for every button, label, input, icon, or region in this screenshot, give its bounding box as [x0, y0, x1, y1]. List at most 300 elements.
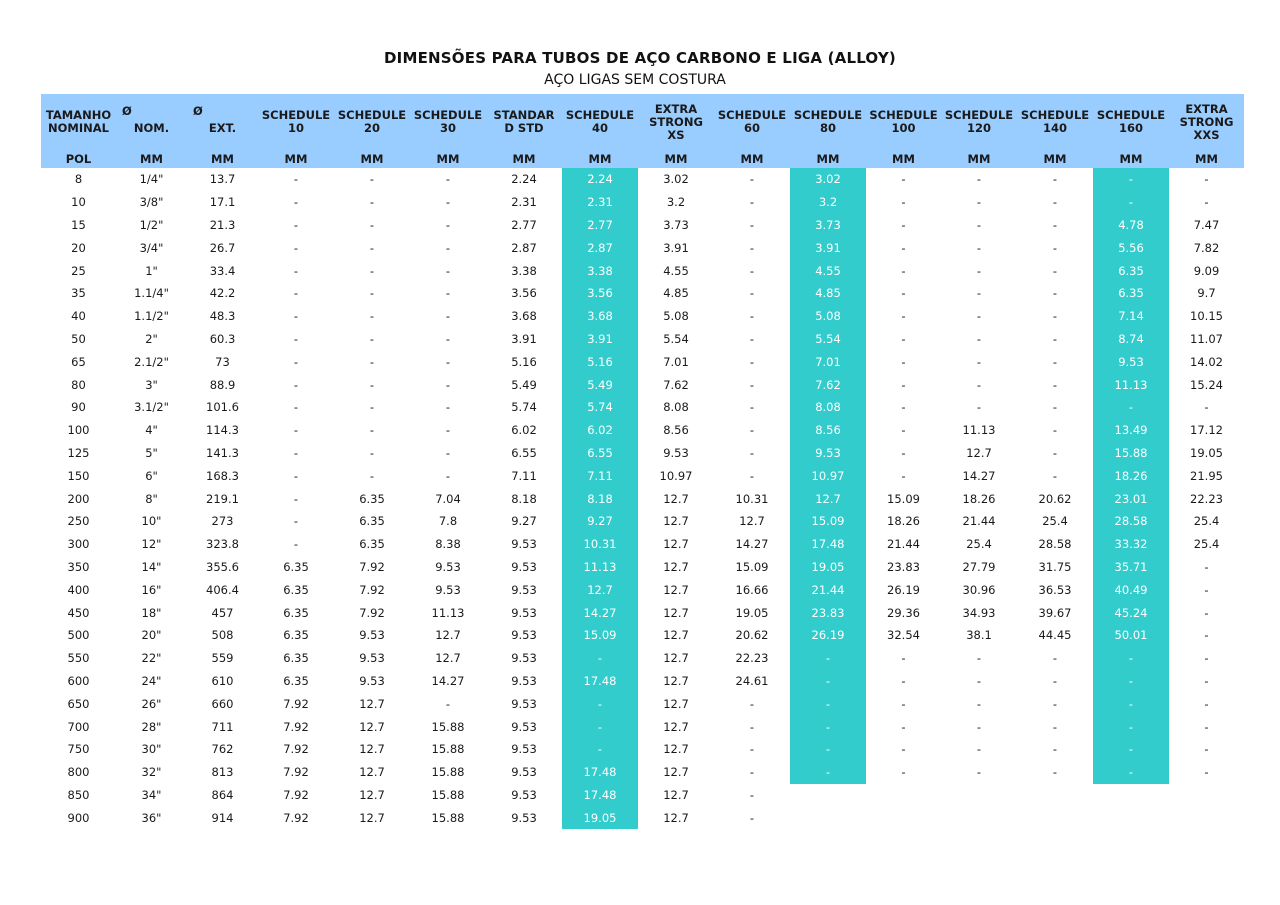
table-cell: 12.7 — [663, 719, 689, 734]
table-cell: - — [1204, 605, 1209, 620]
table-cell: 32.54 — [887, 628, 920, 643]
unit-label: MM — [714, 150, 790, 168]
table-cell: 9.53 — [511, 765, 537, 780]
table-cell: - — [1204, 651, 1209, 666]
table-cell: - — [445, 240, 451, 255]
table-cell: 9.53 — [511, 810, 537, 825]
table-cell: 18" — [141, 605, 162, 620]
header-line: 160 — [1118, 121, 1143, 135]
table-cell: 7.92 — [283, 742, 309, 757]
table-cell: 9.27 — [511, 514, 537, 529]
header-line: SCHEDULE — [1020, 108, 1090, 122]
table-cell: 2.31 — [511, 195, 537, 210]
table-cell: - — [901, 240, 906, 255]
table-cell: 2.1/2" — [134, 354, 169, 369]
table-cell: 15.88 — [1093, 442, 1169, 465]
table-cell: - — [901, 172, 906, 187]
table-cell: 88.9 — [209, 377, 236, 392]
table-cell: 18.26 — [1093, 464, 1169, 487]
table-cell: 12.7 — [663, 765, 689, 780]
table-cell: 30" — [141, 742, 162, 757]
table-cell: - — [1052, 719, 1058, 734]
table-cell: - — [976, 263, 982, 278]
unit-label: MM — [187, 150, 258, 168]
header-line: SCHEDULE — [793, 108, 863, 122]
table-cell: 7.92 — [283, 765, 309, 780]
table-cell: - — [976, 765, 982, 780]
table-cell: 7.92 — [359, 582, 385, 597]
table-cell: - — [369, 331, 375, 346]
table-cell: 355.6 — [206, 559, 239, 574]
table-cell: 12.7 — [663, 696, 689, 711]
table-cell: - — [1052, 286, 1058, 301]
table-row — [41, 373, 1244, 396]
table-cell: 2.87 — [562, 236, 638, 259]
table-cell: 22" — [141, 651, 162, 666]
unit-label: MM — [1017, 150, 1093, 168]
table-cell: 12.7 — [663, 742, 689, 757]
table-cell: 20.62 — [1038, 491, 1072, 506]
table-cell: - — [293, 195, 299, 210]
table-cell: 10.31 — [735, 491, 769, 506]
table-cell: 610 — [211, 673, 234, 688]
table-cell: - — [901, 673, 906, 688]
table-cell: - — [901, 742, 906, 757]
table-cell: 6" — [145, 468, 158, 483]
table-cell: 7.92 — [283, 810, 309, 825]
table-cell: 250 — [67, 514, 90, 529]
table-cell: 10.31 — [562, 533, 638, 556]
header-line: NOMINAL — [48, 121, 109, 135]
table-cell: 3.91 — [511, 331, 537, 346]
table-cell: - — [749, 172, 755, 187]
unit-label: MM — [258, 150, 334, 168]
table-cell: 1/2" — [139, 217, 164, 232]
table-cell: 3.68 — [511, 309, 537, 324]
table-cell: - — [1052, 673, 1058, 688]
table-cell: 1" — [145, 263, 158, 278]
table-cell: 8.08 — [663, 400, 689, 415]
table-cell: 12.7 — [790, 487, 866, 510]
header-schedule-20 — [334, 94, 410, 150]
table-cell: 9.53 — [511, 719, 537, 734]
table-cell: 8.38 — [435, 537, 461, 552]
table-cell: 48.3 — [209, 309, 236, 324]
table-cell: 12.7 — [663, 559, 689, 574]
table-cell: - — [976, 377, 982, 392]
table-cell: 762 — [211, 742, 234, 757]
table-cell: 17.48 — [562, 784, 638, 807]
table-cell: - — [293, 537, 299, 552]
table-cell: - — [901, 286, 906, 301]
table-cell: 21.44 — [962, 514, 996, 529]
table-cell: - — [790, 692, 866, 715]
table-cell: 7.82 — [1193, 240, 1220, 255]
table-cell: - — [790, 715, 866, 738]
table-cell: - — [901, 651, 906, 666]
table-cell: - — [445, 377, 451, 392]
table-cell: 9.53 — [511, 628, 537, 643]
table-cell: - — [1093, 761, 1169, 784]
table-cell: - — [293, 377, 299, 392]
header-schedule-80 — [790, 94, 866, 150]
table-cell: 5.49 — [511, 377, 537, 392]
table-cell: - — [1052, 172, 1058, 187]
unit-label: MM — [410, 150, 486, 168]
table-cell: - — [1052, 309, 1058, 324]
table-cell: 7.62 — [663, 377, 689, 392]
table-cell: 90 — [71, 400, 86, 415]
table-cell: 5.54 — [790, 328, 866, 351]
table-cell: 14.27 — [562, 601, 638, 624]
table-cell: - — [749, 217, 755, 232]
table-cell: 5.74 — [511, 400, 537, 415]
table-cell: 6.35 — [1093, 259, 1169, 282]
table-cell: 559 — [211, 651, 234, 666]
table-cell: - — [901, 263, 906, 278]
header-line: SCHEDULE — [944, 108, 1014, 122]
table-cell: 50 — [71, 331, 86, 346]
table-cell: - — [293, 309, 299, 324]
header-line: SCHEDULE — [565, 108, 635, 122]
table-cell: 23.83 — [790, 601, 866, 624]
table-cell: 864 — [211, 787, 234, 802]
table-row — [41, 647, 1244, 670]
table-cell: 24.61 — [735, 673, 769, 688]
table-cell: 18.26 — [887, 514, 920, 529]
table-cell: 3.73 — [663, 217, 689, 232]
table-cell: 25.4 — [1193, 514, 1220, 529]
table-cell: 3.91 — [562, 328, 638, 351]
table-cell: 9.53 — [435, 582, 461, 597]
table-cell: - — [1093, 670, 1169, 693]
table-cell: 813 — [211, 765, 234, 780]
table-cell: 141.3 — [206, 445, 239, 460]
table-cell: 25.4 — [966, 537, 992, 552]
table-cell: 60.3 — [209, 331, 236, 346]
table-cell: 6.35 — [283, 559, 309, 574]
unit-label: MM — [1169, 150, 1244, 168]
table-cell: - — [1093, 191, 1169, 214]
table-cell: 3.68 — [562, 305, 638, 328]
table-row — [41, 464, 1244, 487]
table-cell: 6.02 — [562, 419, 638, 442]
table-cell: 12.7 — [663, 514, 689, 529]
table-cell: 457 — [211, 605, 234, 620]
table-row — [41, 419, 1244, 442]
table-cell: 9.53 — [511, 582, 537, 597]
table-cell: 50.01 — [1093, 624, 1169, 647]
table-cell: 6.55 — [511, 445, 537, 460]
table-cell: 9.53 — [511, 742, 537, 757]
header-line: 60 — [743, 121, 760, 135]
table-cell: 33.4 — [209, 263, 236, 278]
table-cell: - — [901, 217, 906, 232]
table-cell: 7.01 — [790, 350, 866, 373]
table-cell: - — [1093, 168, 1169, 191]
table-row — [41, 259, 1244, 282]
table-cell: 12.7 — [663, 491, 689, 506]
table-cell: 550 — [67, 651, 90, 666]
table-cell: - — [901, 445, 906, 460]
table-row — [41, 806, 1244, 829]
table-cell: 5.08 — [790, 305, 866, 328]
header-line: XS — [667, 127, 685, 142]
table-cell: 9.53 — [511, 696, 537, 711]
table-cell: 12.7 — [359, 742, 385, 757]
table-cell: 2.77 — [511, 217, 537, 232]
table-cell: - — [1204, 195, 1209, 210]
table-cell: 14.27 — [962, 468, 996, 483]
table-cell: - — [976, 742, 982, 757]
table-cell: 300 — [67, 537, 90, 552]
table-cell: 20.62 — [735, 628, 769, 643]
table-cell: - — [445, 354, 451, 369]
table-cell: 101.6 — [206, 400, 239, 415]
table-cell: 711 — [211, 719, 234, 734]
table-cell: - — [1052, 263, 1058, 278]
table-cell: 8.56 — [663, 423, 689, 438]
table-cell: 12.7 — [663, 628, 689, 643]
header-line: EXT. — [208, 121, 237, 135]
table-cell: - — [369, 217, 375, 232]
table-cell: 3.56 — [511, 286, 537, 301]
table-cell: 12.7 — [663, 537, 689, 552]
table-cell: - — [1204, 400, 1209, 415]
table-cell: - — [369, 263, 375, 278]
header-line: 140 — [1042, 121, 1067, 135]
table-cell: 19.05 — [1190, 445, 1223, 460]
table-cell: 12.7 — [359, 787, 385, 802]
table-cell: 26.19 — [790, 624, 866, 647]
header-standard-std — [486, 94, 562, 150]
header-schedule-10 — [258, 94, 334, 150]
table-cell: - — [1052, 445, 1058, 460]
table-cell: - — [1093, 692, 1169, 715]
table-cell: 9.53 — [511, 673, 537, 688]
table-cell: - — [293, 217, 299, 232]
table-cell: 700 — [67, 719, 90, 734]
table-cell: - — [749, 765, 755, 780]
table-cell: 15.88 — [431, 719, 465, 734]
table-body — [41, 168, 1244, 829]
table-cell: 19.05 — [790, 556, 866, 579]
table-cell: 6.35 — [283, 673, 309, 688]
table-cell: 6.02 — [511, 423, 537, 438]
table-cell: 9.7 — [1197, 286, 1216, 301]
table-cell: - — [369, 195, 375, 210]
table-cell: - — [369, 377, 375, 392]
header-line: 80 — [819, 121, 836, 135]
header-schedule-100 — [866, 94, 941, 150]
table-cell: 8.08 — [790, 396, 866, 419]
table-cell: 12.7 — [359, 696, 385, 711]
table-cell: 15.09 — [887, 491, 920, 506]
header-tamanho-nominal — [41, 94, 116, 150]
table-cell: 15.09 — [735, 559, 769, 574]
table-cell: 26" — [141, 696, 162, 711]
unit-label: MM — [638, 150, 714, 168]
table-cell: - — [1204, 172, 1209, 187]
table-cell: 5.16 — [562, 350, 638, 373]
table-cell: - — [293, 514, 299, 529]
table-cell: - — [1052, 331, 1058, 346]
table-cell: 6.35 — [1093, 282, 1169, 305]
table-cell: 23.83 — [887, 559, 920, 574]
table-cell: 11.13 — [431, 605, 465, 620]
table-row — [41, 715, 1244, 738]
table-cell: - — [976, 331, 982, 346]
table-cell: 7.11 — [511, 468, 537, 483]
table-cell: - — [293, 263, 299, 278]
table-cell: 10 — [71, 195, 86, 210]
table-cell: - — [293, 240, 299, 255]
table-cell: - — [1052, 423, 1058, 438]
table-cell: 13.7 — [209, 172, 236, 187]
header-extra-strong-xxs — [1169, 94, 1244, 150]
table-cell: - — [445, 696, 451, 711]
table-row — [41, 191, 1244, 214]
table-cell: 11.13 — [962, 423, 996, 438]
table-cell: 7.14 — [1093, 305, 1169, 328]
table-cell: 7.92 — [283, 719, 309, 734]
table-cell: 3.73 — [790, 214, 866, 237]
table-cell: 45.24 — [1093, 601, 1169, 624]
table-row — [41, 578, 1244, 601]
table-cell: - — [562, 692, 638, 715]
table-row — [41, 692, 1244, 715]
table-cell: 16" — [141, 582, 162, 597]
table-cell: - — [749, 787, 755, 802]
header-line: NOM. — [133, 121, 170, 135]
table-cell: 4.55 — [790, 259, 866, 282]
table-cell: - — [901, 195, 906, 210]
table-cell: 9.53 — [790, 442, 866, 465]
table-cell: - — [1093, 647, 1169, 670]
table-cell: 2.24 — [511, 172, 537, 187]
table-cell: 6.35 — [283, 605, 309, 620]
table-cell: - — [749, 719, 755, 734]
table-cell: 15.09 — [562, 624, 638, 647]
table-cell: - — [749, 286, 755, 301]
table-cell: 6.35 — [283, 651, 309, 666]
table-cell: - — [369, 468, 375, 483]
table-cell: 900 — [67, 810, 90, 825]
table-cell: 406.4 — [206, 582, 239, 597]
table-cell: - — [790, 738, 866, 761]
table-cell: 13.49 — [1093, 419, 1169, 442]
table-cell: 323.8 — [206, 537, 239, 552]
table-cell: - — [749, 195, 755, 210]
table-cell: 35 — [71, 286, 86, 301]
table-cell: - — [976, 354, 982, 369]
table-cell: - — [293, 172, 299, 187]
table-cell: - — [369, 354, 375, 369]
table-cell: - — [1093, 715, 1169, 738]
table-cell: - — [293, 286, 299, 301]
table-cell: 9.53 — [359, 673, 385, 688]
table-cell: 21.44 — [887, 537, 920, 552]
table-cell: 36.53 — [1038, 582, 1072, 597]
table-cell: 34" — [141, 787, 162, 802]
table-cell: - — [901, 400, 906, 415]
unit-label: MM — [941, 150, 1017, 168]
table-cell: 11.13 — [562, 556, 638, 579]
table-cell: 9.27 — [562, 510, 638, 533]
header-line: SCHEDULE — [261, 108, 331, 122]
table-cell: 800 — [67, 765, 90, 780]
table-cell: 10.97 — [659, 468, 693, 483]
table-cell: 125 — [67, 445, 90, 460]
table-cell: 31.75 — [1038, 559, 1072, 574]
table-cell: - — [976, 400, 982, 415]
table-cell: - — [293, 445, 299, 460]
table-cell: 400 — [67, 582, 90, 597]
unit-label: MM — [790, 150, 866, 168]
table-cell: - — [293, 400, 299, 415]
table-cell: 14" — [141, 559, 162, 574]
table-cell: 100 — [67, 423, 90, 438]
table-cell: 25 — [71, 263, 86, 278]
diameter-symbol: Ø — [193, 104, 203, 118]
table-cell: - — [901, 765, 906, 780]
table-row — [41, 214, 1244, 237]
table-cell: 9.53 — [511, 537, 537, 552]
table-cell: - — [901, 377, 906, 392]
table-cell: - — [901, 719, 906, 734]
table-cell: - — [1204, 582, 1209, 597]
table-row — [41, 487, 1244, 510]
table-cell: 73 — [215, 354, 230, 369]
table-row — [41, 236, 1244, 259]
table-cell: - — [293, 491, 299, 506]
table-cell: 29.36 — [887, 605, 920, 620]
table-cell: - — [445, 331, 451, 346]
table-cell: 36" — [141, 810, 162, 825]
table-cell: 26.7 — [209, 240, 236, 255]
pipe-dimensions-table — [41, 94, 1244, 829]
table-cell: - — [369, 309, 375, 324]
table-cell: 450 — [67, 605, 90, 620]
table-cell: 21.3 — [209, 217, 236, 232]
table-cell: 12.7 — [663, 787, 689, 802]
table-cell: - — [1052, 400, 1058, 415]
table-cell: - — [1093, 396, 1169, 419]
table-cell: - — [790, 647, 866, 670]
table-cell: 10.97 — [790, 464, 866, 487]
table-cell: 150 — [67, 468, 90, 483]
table-cell: 44.45 — [1038, 628, 1072, 643]
table-cell: - — [749, 263, 755, 278]
table-cell: 14.27 — [431, 673, 465, 688]
table-cell: 30.96 — [962, 582, 996, 597]
header-schedule-30 — [410, 94, 486, 150]
table-cell: - — [749, 377, 755, 392]
table-cell: 40 — [71, 309, 86, 324]
table-cell: 12.7 — [359, 765, 385, 780]
table-cell: 17.48 — [790, 533, 866, 556]
table-cell: 500 — [67, 628, 90, 643]
table-cell: - — [901, 468, 906, 483]
table-cell: 8" — [145, 491, 158, 506]
header-line: SCHEDULE — [413, 108, 483, 122]
table-cell: - — [749, 742, 755, 757]
table-cell: - — [445, 423, 451, 438]
table-row — [41, 556, 1244, 579]
table-cell: 15.88 — [431, 810, 465, 825]
unit-label: MM — [486, 150, 562, 168]
table-cell: 12.7 — [663, 673, 689, 688]
